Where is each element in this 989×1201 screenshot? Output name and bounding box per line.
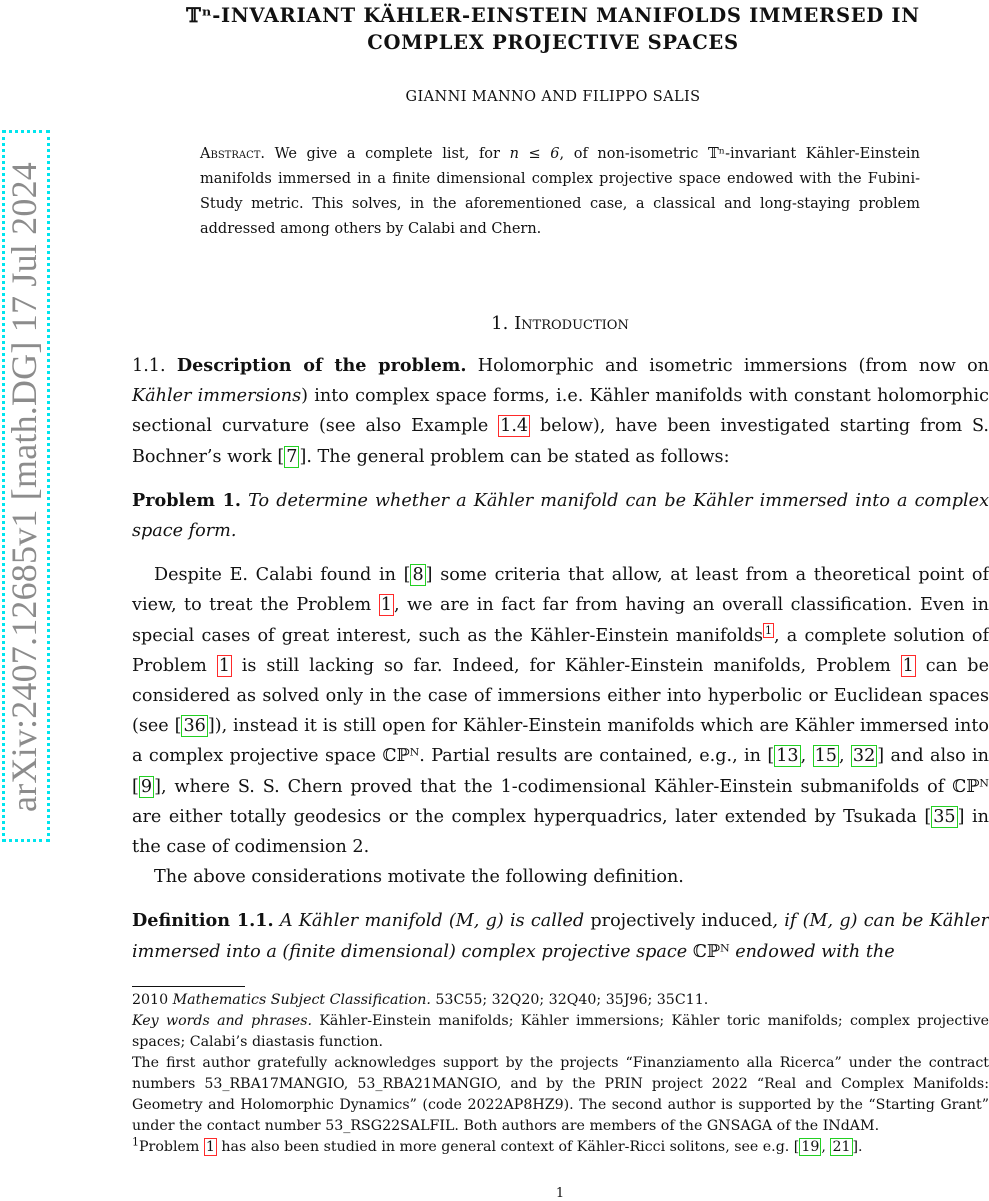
section-title: Introduction — [514, 313, 629, 334]
citation-link[interactable]: 21 — [832, 1139, 851, 1155]
problem-link[interactable]: 1 — [380, 595, 392, 616]
paper-title-line-2: COMPLEX PROJECTIVE SPACES — [367, 31, 739, 54]
citation-link[interactable]: 35 — [933, 806, 956, 827]
definition — [132, 906, 989, 966]
funding-note: The first author gratefully acknowledges support by the projects “Finanziamento alla Ricerca” under the contract numbers 53_RBA17MANGIO, 53_RBA21MANGIO, and by the PRIN project 2022 “Real and Complex Manifolds: Geometry and Holomorphic Dynamics” (code 2022AP8HZ9). The second author is supported by the “Starting Grant” under the contact number 53_RSG22SALFIL. Both authors are members of the GNSAGA of the INdAM. — [132, 1055, 989, 1134]
abstract-text: , of non-isometric — [559, 146, 708, 162]
definition-text: can be Kähler immersed into a (finite dimensional) complex projective space — [132, 911, 989, 962]
paragraph: Despite E. Calabi found in [ 8 ] some criteria that allow, at least from a theoretical point of view, to treat the Problem 1 , we are in fact far from having an overall classification. Even in special cases of great interest, such as the Kähler-Einstein manifolds $^1$ , a complete solution of Problem 1 is still lacking so far. Indeed, for Kähler-Einstein manifolds, Problem 1 can be considered as solved only in the case of immersions either into hyperbolic or Euclidean spaces (see [ 36 ]), instead it is still open for Kähler-Einstein manifolds which are Kähler immersed into a complex projective space ℂℙᴺ. Partial results are contained, e.g., in [ 13 , 15 , 32 ] and also in [ 9 ], where S. S. Chern proved that the 1-codimensional Kähler-Einstein submanifolds of ℂℙᴺ are either totally geodesics or the complex hyperquadrics, later extended by Tsukada [ 35 ] in the case of codimension 2. — [132, 565, 989, 858]
body-text: ] in the case of codimension 2. — [132, 806, 989, 858]
page-number: 1 — [555, 1186, 565, 1201]
paper-title-line-1: 𝕋ⁿ-INVARIANT KÄHLER-EINSTEIN MANIFOLDS IMMERSED IN — [186, 4, 920, 27]
problem-link[interactable]: 1 — [902, 655, 914, 676]
citation-link[interactable]: 15 — [814, 746, 837, 767]
subsection-number: 1.1. — [132, 356, 166, 376]
section-heading — [130, 313, 989, 334]
math-mg: (M, g) — [802, 911, 858, 932]
body-text: is still lacking so far. Indeed, for Kähler-Einstein manifolds, Problem — [231, 655, 901, 676]
math-cpn: ℂℙᴺ — [692, 941, 730, 962]
math-cpn: ℂℙᴺ — [952, 776, 989, 797]
body-text: . The general problem can be stated as follows: — [306, 446, 730, 467]
definition-text: endowed with the — [729, 941, 895, 962]
arxiv-identifier: arXiv:2407.12685v1 [math.DG] 17 Jul 2024 — [4, 162, 44, 812]
problem-label: Problem 1. — [132, 489, 242, 511]
footnote-1 — [132, 1137, 989, 1158]
definition-text: A Kähler manifold — [273, 911, 449, 932]
footnote-text: , — [821, 1139, 831, 1155]
body-text: , — [800, 746, 813, 767]
keywords-label: Key words and phrases. — [132, 1013, 313, 1029]
msc-label: Mathematics Subject Classification. — [172, 992, 431, 1008]
definition-text: is called — [503, 911, 591, 932]
subsection-paragraph: 1.1. Description of the problem. Holomorphic and isometric immersions (from now on Kähler immersions) into complex space forms, i.e. Kähler manifolds with constant holomorphic sectional curvature (see also Example 1.4 below), have been investigated starting from S. Bochner’s work [ 7 ]. The general problem can be stated as follows: — [132, 355, 989, 467]
keywords-text: Kähler-Einstein manifolds; Kähler immersions; Kähler toric manifolds; complex projective spaces; Calabi’s diastasis function. — [132, 1013, 989, 1050]
citation-link[interactable]: 36 — [183, 716, 206, 737]
footnote-text: Problem — [139, 1139, 204, 1155]
section-number: 1. — [491, 313, 509, 334]
abstract-text: -invariant Kähler-Einstein manifolds immersed in a finite dimensional complex projective space endowed with the Fubini-Study metric. This solves, in the aforementioned case, a classical and long-staying problem addressed among others by Calabi and Chern. — [200, 146, 921, 237]
math-mg: (M, g) — [448, 911, 504, 932]
footnote-link[interactable]: 1 — [765, 623, 773, 637]
math-n-le-6: n ≤ 6 — [509, 146, 560, 162]
body-text: , we are in fact far from having an overall classification. Even in special cases of great interest, such as the Kähler-Einstein manifolds — [132, 595, 989, 646]
body-text: can be considered as solved only in the case of immersions either into hyperbolic or Euclidean spaces (see [ — [132, 655, 989, 737]
msc-codes: 53C55; 32Q20; 32Q40; 35J96; 35C11. — [430, 992, 709, 1008]
definition-label: Definition 1.1. — [132, 910, 274, 932]
math-torus: 𝕋ⁿ — [707, 146, 726, 162]
citation-link[interactable]: 32 — [852, 746, 876, 767]
msc-year: 2010 — [132, 992, 173, 1008]
body-text: below), have been investigated starting from S. Bochner’s work — [132, 416, 989, 467]
footnote-mark: 1 — [132, 1135, 139, 1149]
citation-link[interactable]: 19 — [801, 1139, 820, 1155]
subsection-title: Description of the problem. — [176, 355, 467, 376]
main-body — [132, 351, 989, 967]
body-text: ]), instead it is still open for Kähler-Einstein manifolds which are Kähler immersed into a complex projective space — [132, 716, 989, 767]
body-text: , a complete solution of Problem — [132, 625, 989, 676]
body-text: ) into complex space forms, i.e. Kähler manifolds with constant holomorphic sectional curvature (see also Example — [132, 386, 989, 437]
problem-link[interactable]: 1 — [218, 655, 230, 676]
citation-link[interactable]: 8 — [412, 565, 424, 586]
abstract — [200, 142, 920, 242]
authors: GIANNI MANNO AND FILIPPO SALIS — [405, 89, 701, 105]
paper-title — [150, 2, 956, 56]
math-cpn: ℂℙᴺ — [382, 746, 420, 767]
body-text: ], where S. S. Chern proved that the 1-codimensional Kähler-Einstein submanifolds of — [154, 776, 953, 797]
body-text: Holomorphic and isometric immersions (from now on — [466, 356, 989, 376]
citation-link[interactable]: 13 — [776, 746, 799, 767]
definition-term: projectively induced — [590, 911, 773, 932]
keywords — [132, 1011, 989, 1053]
term-kahler-immersions: Kähler immersions — [132, 386, 302, 407]
abstract-text: We give a complete list, for — [265, 146, 510, 162]
citation-link[interactable]: 9 — [140, 776, 153, 797]
footnotes — [132, 990, 989, 1158]
problem-statement — [132, 486, 989, 546]
body-text: , — [838, 746, 851, 767]
problem-text: To determine whether a Kähler manifold can be Kähler immersed into a complex space form. — [132, 490, 989, 542]
footnote-text: ]. — [852, 1139, 863, 1155]
problem-link[interactable]: 1 — [205, 1139, 215, 1155]
footnote-rule — [132, 986, 245, 987]
body-text: . Partial results are contained, e.g., in [ — [419, 746, 775, 767]
definition-text: , if — [772, 911, 803, 932]
paragraph: The above considerations motivate the following definition. — [154, 867, 684, 888]
abstract-label: Abstract. — [200, 146, 266, 162]
msc-classification — [132, 990, 989, 1011]
footnote-text: has also been studied in more general context of Kähler-Ricci solitons, see e.g. [ — [216, 1139, 800, 1155]
body-text: some criteria that allow, at least from a theoretical point of view, to treat the Problem — [132, 565, 989, 616]
body-text: Despite E. Calabi found in — [154, 565, 404, 586]
citation-link[interactable]: 7 — [286, 446, 298, 467]
body-text: are either totally geodesics or the complex hyperquadrics, later extended by Tsukada [ — [132, 806, 932, 827]
body-text: ] and also in [ — [132, 746, 989, 797]
example-link[interactable]: 1.4 — [500, 416, 529, 437]
